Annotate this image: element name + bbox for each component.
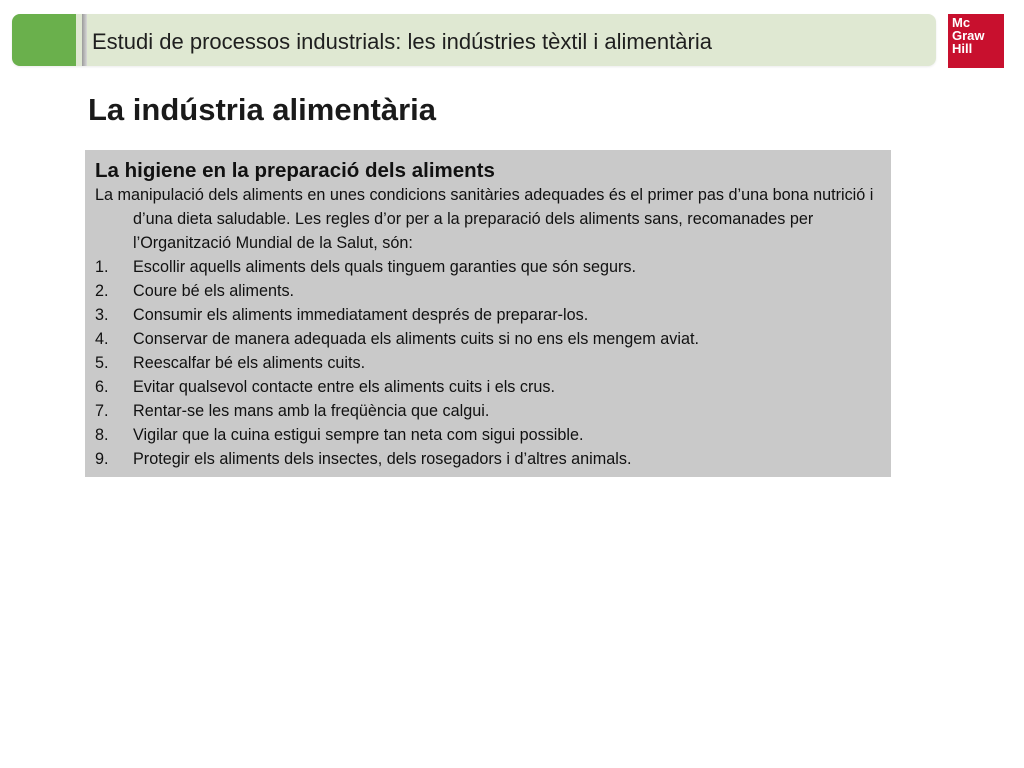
header-banner <box>12 14 936 66</box>
rule-item <box>95 303 881 327</box>
intro-paragraph: La manipulació dels aliments en unes condicions sanitàries adequades és el primer pas d’una bona nutrició i d’una dieta saludable. Les regles d’or per a la preparació dels aliments sans, recomanades per l’Organització Mundial de la Salut, són: <box>95 186 874 252</box>
rule-item <box>95 399 881 423</box>
rule-text: Coure bé els aliments. <box>133 282 295 300</box>
rule-text: Escollir aquells aliments dels quals tinguem garanties que són segurs. <box>133 258 636 276</box>
rule-text: Vigilar que la cuina estigui sempre tan neta com sigui possible. <box>133 426 584 444</box>
rule-item <box>95 375 881 399</box>
rule-item <box>95 351 881 375</box>
header-accent-block <box>12 14 76 66</box>
rule-number: 7. <box>95 402 109 420</box>
rule-number: 9. <box>95 450 109 468</box>
header-divider <box>82 14 87 66</box>
section-heading: La higiene en la preparació dels aliments <box>95 159 495 182</box>
rule-number: 5. <box>95 354 109 372</box>
logo-line-3: Hill <box>952 41 973 56</box>
rule-text: Rentar-se les mans amb la freqüència que calgui. <box>133 402 490 420</box>
rules-list <box>95 255 881 471</box>
rule-item <box>95 255 881 279</box>
page-title: La indústria alimentària <box>88 92 436 127</box>
rule-item <box>95 279 881 303</box>
rule-text: Reescalfar bé els aliments cuits. <box>133 354 366 372</box>
header-title: Estudi de processos industrials: les indústries tèxtil i alimentària <box>92 29 712 54</box>
rule-text: Evitar qualsevol contacte entre els aliments cuits i els crus. <box>133 378 555 396</box>
logo-line-1: Mc <box>952 15 971 30</box>
rule-text: Consumir els aliments immediatament després de preparar-los. <box>133 306 589 324</box>
rule-item <box>95 447 881 471</box>
rule-item <box>95 423 881 447</box>
rule-number: 8. <box>95 426 109 444</box>
rule-number: 6. <box>95 378 109 396</box>
mcgraw-hill-logo <box>948 14 1004 68</box>
rule-item <box>95 327 881 351</box>
rule-text: Protegir els aliments dels insectes, dels rosegadors i d’altres animals. <box>133 450 632 468</box>
logo-line-2: Graw <box>952 28 985 43</box>
rule-number: 1. <box>95 258 109 276</box>
content-box <box>85 150 891 477</box>
rule-text: Conservar de manera adequada els aliments cuits si no ens els mengem aviat. <box>133 330 699 348</box>
rule-number: 4. <box>95 330 109 348</box>
rule-number: 2. <box>95 282 109 300</box>
rule-number: 3. <box>95 306 109 324</box>
